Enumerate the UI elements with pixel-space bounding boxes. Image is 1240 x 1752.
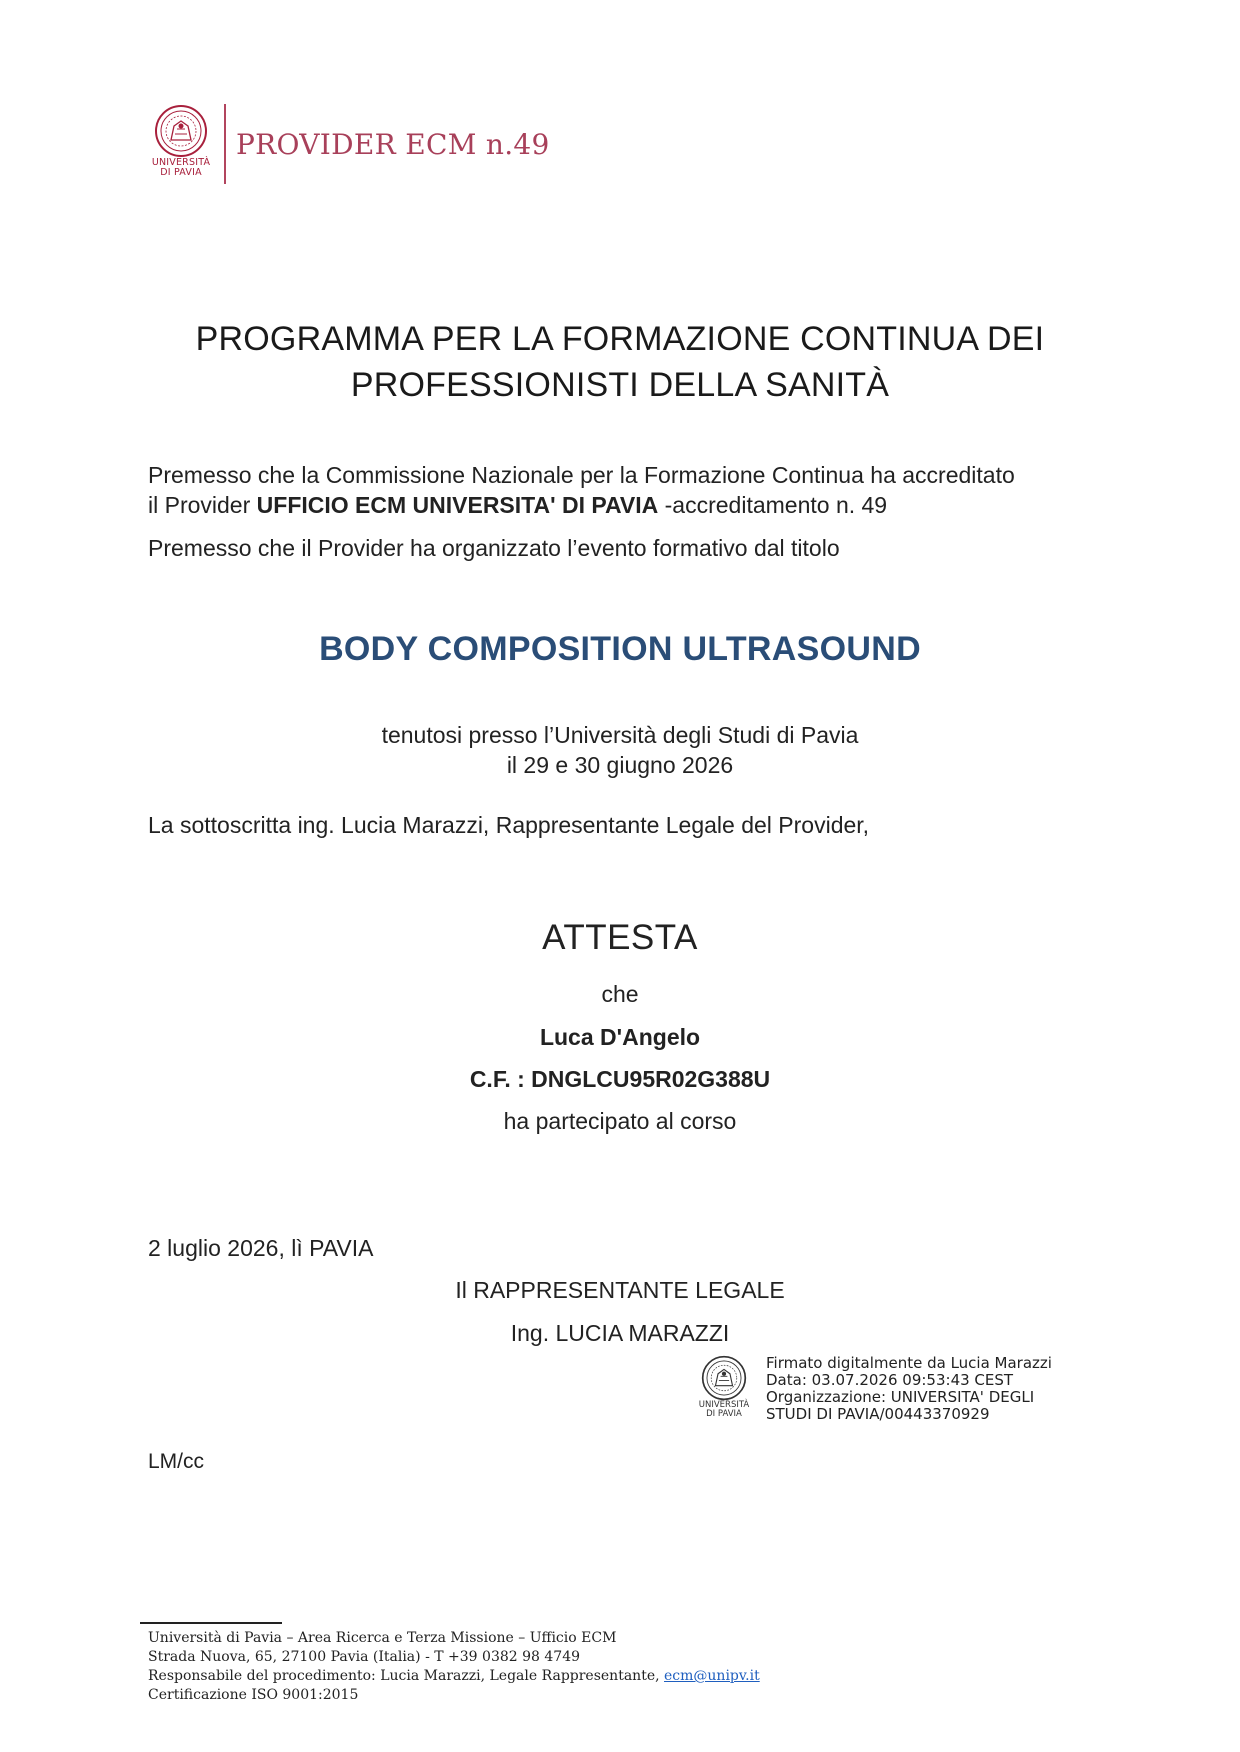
event-location: tenutosi presso l’Università degli Studi di Pavia il 29 e 30 giugno 2026 — [381, 722, 859, 778]
document-title: PROGRAMMA PER LA FORMAZIONE CONTINUA DEI PROFESSIONISTI DELLA SANITÀ — [195, 320, 1045, 404]
provider-label: PROVIDER ECM n.49 — [236, 127, 550, 161]
participant-tax-code: C.F. : DNGLCU95R02G388U — [469, 1066, 771, 1092]
intro-event: Premesso che il Provider ha organizzato l’evento formativo dal titolo — [148, 535, 840, 561]
email-link[interactable]: ecm@unipv.it — [664, 1668, 760, 1684]
provider-name: UFFICIO ECM UNIVERSITA' DI PAVIA — [256, 492, 659, 518]
attestation-heading: ATTESTA — [542, 918, 698, 957]
date-place: 2 luglio 2026, lì PAVIA — [148, 1235, 374, 1261]
header-divider — [224, 104, 226, 184]
signature-logo — [694, 1355, 754, 1423]
representative-role: Il RAPPRESENTANTE LEGALE — [455, 1277, 785, 1303]
document-footer: Università di Pavia – Area Ricerca e Terza Missione – Ufficio ECM Strada Nuova, 65, 27100 Pavia (Italia) - T +39 0382 98 4749 Responsabile del procedimento: Lucia Marazzi, Legale Rappresentante, ecm@unipv.it Certificazione ISO 9001:2015 — [148, 1630, 760, 1703]
signature-logo-text: UNIVERSITÀ DI PAVIA — [698, 1400, 750, 1419]
intro-accreditation: Premesso che la Commissione Nazionale per la Formazione Continua ha accreditato il Provider UFFICIO ECM UNIVERSITA' DI PAVIA -accreditamento n. 49 — [148, 462, 1015, 518]
university-seal-icon — [154, 104, 208, 158]
signatory-intro: La sottoscritta ing. Lucia Marazzi, Rappresentante Legale del Provider, — [148, 812, 870, 838]
representative-name: Ing. LUCIA MARAZZI — [510, 1320, 730, 1346]
event-title: BODY COMPOSITION ULTRASOUND — [319, 630, 921, 668]
logo-text: UNIVERSITÀ DI PAVIA — [151, 157, 211, 178]
signature-details: Firmato digitalmente da Lucia Marazzi Data: 03.07.2026 09:53:43 CEST Organizzazione: UNIVERSITA' DEGLI STUDI DI PAVIA/00443370929 — [766, 1354, 1052, 1423]
digital-signature — [694, 1355, 1052, 1423]
initials: LM/cc — [148, 1450, 205, 1473]
university-logo — [146, 104, 216, 184]
participant-name: Luca D'Angelo — [539, 1024, 701, 1050]
footer-divider — [140, 1622, 282, 1624]
attestation-che: che — [601, 981, 639, 1007]
signature-seal-icon — [701, 1355, 747, 1401]
document-header — [146, 104, 550, 184]
attestation-course: ha partecipato al corso — [503, 1108, 737, 1134]
